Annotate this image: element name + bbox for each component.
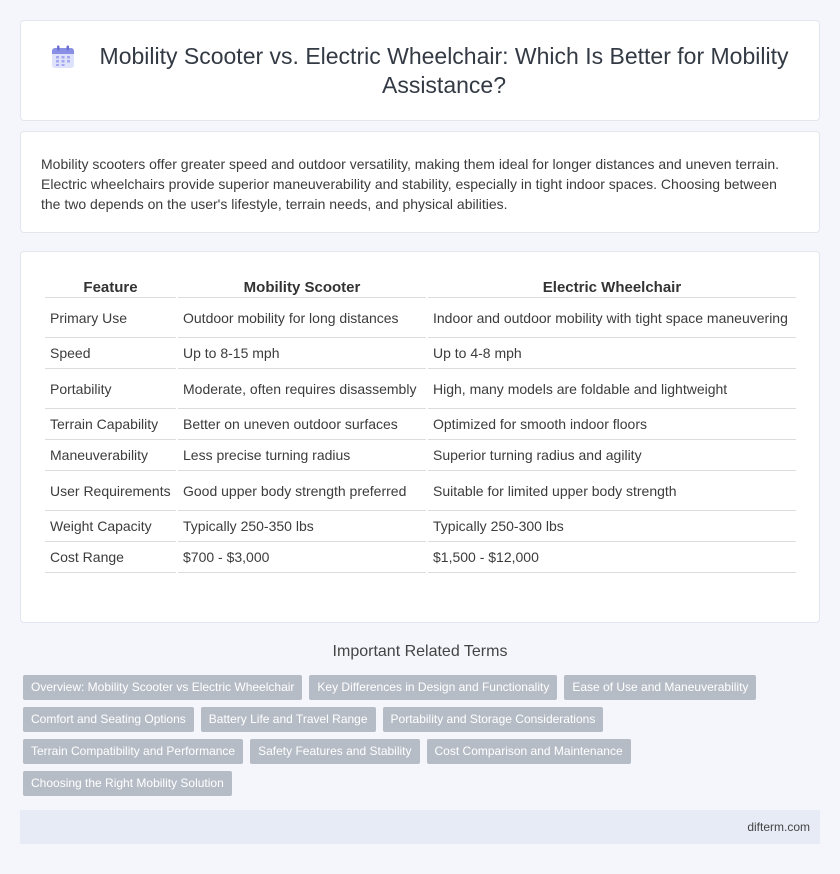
row-scooter-value: Less precise turning radius [178,440,426,471]
row-wheelchair-value: Up to 4-8 mph [428,338,796,369]
tag-ease-of-use[interactable]: Ease of Use and Maneuverability [564,675,756,700]
related-terms-heading: Important Related Terms [332,643,508,660]
table-row [45,369,796,409]
header-electric-wheelchair: Electric Wheelchair [428,274,796,298]
row-scooter-value: Typically 250-350 lbs [178,511,426,542]
table-header-row [45,274,796,298]
row-wheelchair-value: Superior turning radius and agility [428,440,796,471]
row-feature: Primary Use [45,298,176,338]
title-card [20,20,820,121]
row-wheelchair-value: High, many models are foldable and lightweight [428,369,796,409]
row-feature: User Requirements [45,471,176,511]
tag-cost-comparison[interactable]: Cost Comparison and Maintenance [427,739,631,764]
page-title: Mobility Scooter vs. Electric Wheelchair: Which Is Better for Mobility Assistance? [99,42,789,98]
tag-comfort-seating[interactable]: Comfort and Seating Options [23,707,194,732]
tag-terrain-compatibility[interactable]: Terrain Compatibility and Performance [23,739,243,764]
intro-card [20,131,820,233]
row-wheelchair-value: Typically 250-300 lbs [428,511,796,542]
row-wheelchair-value: Optimized for smooth indoor floors [428,409,796,440]
header-mobility-scooter: Mobility Scooter [178,274,426,298]
table-row [45,409,796,440]
row-scooter-value: Better on uneven outdoor surfaces [178,409,426,440]
header-feature: Feature [45,274,176,298]
tag-choosing-solution[interactable]: Choosing the Right Mobility Solution [23,771,232,796]
row-feature: Portability [45,369,176,409]
row-scooter-value: Outdoor mobility for long distances [178,298,426,338]
table-row [45,542,796,573]
table-row [45,298,796,338]
tag-safety-features[interactable]: Safety Features and Stability [250,739,419,764]
tag-portability-storage[interactable]: Portability and Storage Considerations [383,707,604,732]
table-row [45,511,796,542]
calendar-icon [51,45,75,69]
row-wheelchair-value: $1,500 - $12,000 [428,542,796,573]
table-row [45,471,796,511]
row-scooter-value: Good upper body strength preferred [178,471,426,511]
intro-text: Mobility scooters offer greater speed and outdoor versatility, making them ideal for longer distances and uneven terrain. Electric wheelchairs provide superior maneuverability and stability, especially in tight indoor spaces. Choosing between the two depends on the user's lifestyle, terrain needs, and physical abilities. [41,156,779,212]
row-scooter-value: $700 - $3,000 [178,542,426,573]
row-feature: Speed [45,338,176,369]
row-feature: Maneuverability [45,440,176,471]
row-feature: Weight Capacity [45,511,176,542]
tag-battery-life[interactable]: Battery Life and Travel Range [201,707,376,732]
footer-site-link[interactable]: difterm.com [747,820,810,834]
footer [20,810,820,844]
table-row [45,440,796,471]
related-terms-tags [23,675,813,803]
row-scooter-value: Up to 8-15 mph [178,338,426,369]
tag-key-differences[interactable]: Key Differences in Design and Functionality [309,675,557,700]
comparison-card [20,251,820,623]
row-feature: Cost Range [45,542,176,573]
row-wheelchair-value: Suitable for limited upper body strength [428,471,796,511]
row-scooter-value: Moderate, often requires disassembly [178,369,426,409]
row-feature: Terrain Capability [45,409,176,440]
tag-overview[interactable]: Overview: Mobility Scooter vs Electric Wheelchair [23,675,302,700]
table-row [45,338,796,369]
row-wheelchair-value: Indoor and outdoor mobility with tight space maneuvering [428,298,796,338]
comparison-table [43,274,798,573]
